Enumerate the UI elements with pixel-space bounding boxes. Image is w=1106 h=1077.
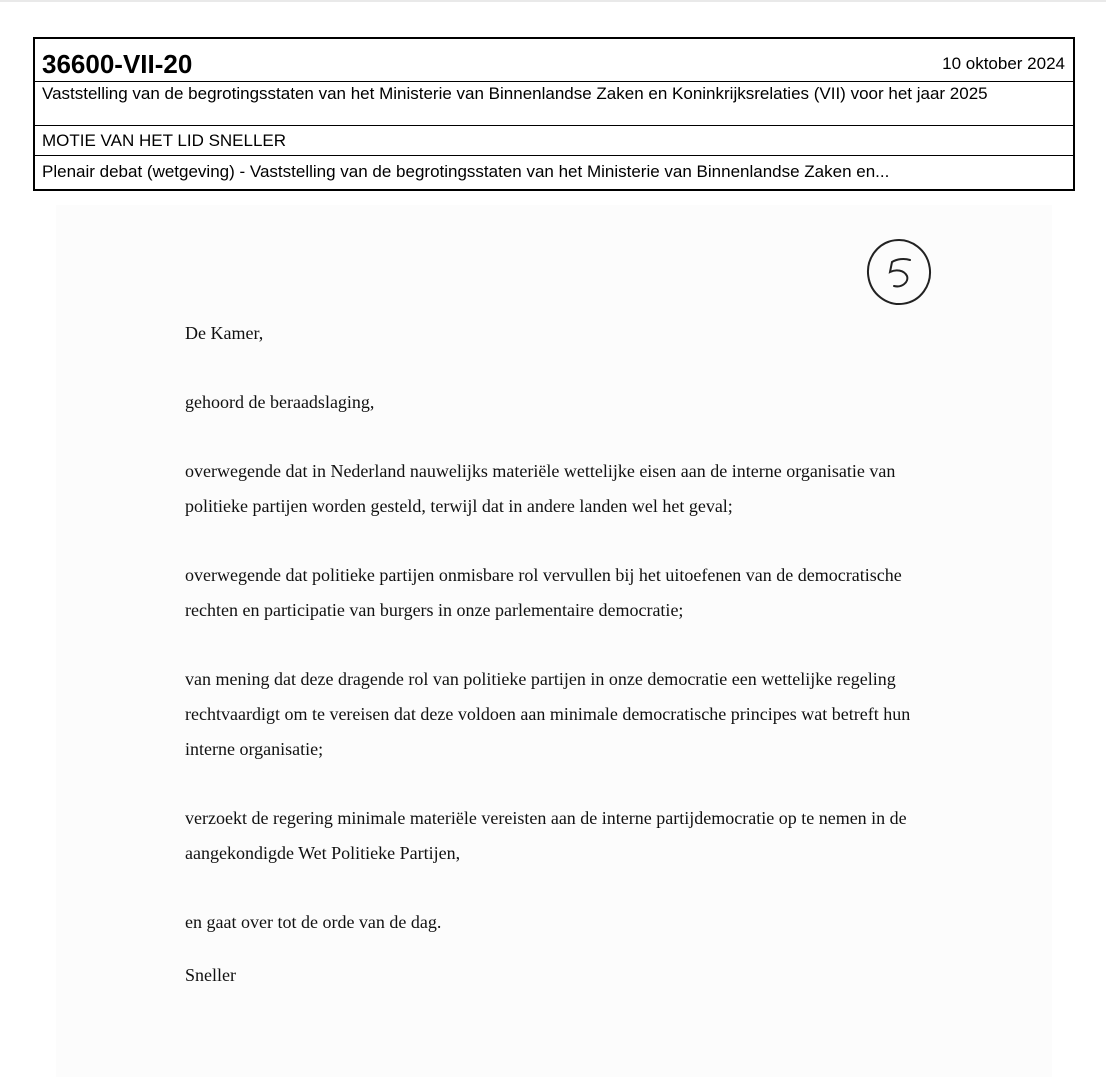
motion-body <box>185 316 925 1027</box>
motion-title: MOTIE VAN HET LID SNELLER <box>42 131 287 150</box>
heard-clause: gehoord de beraadslaging, <box>185 392 375 412</box>
salutation: De Kamer, <box>185 323 264 343</box>
considering-clause-1: overwegende dat in Nederland nauwelijks materiële wettelijke eisen aan de interne organisatie van politieke partijen worden gesteld, terwijl dat in andere landen wel het geval; <box>185 461 896 516</box>
considering-clause-2: overwegende dat politieke partijen onmisbare rol vervullen bij het uitoefenen van de democratische rechten en participatie van burgers in onze parlementaire democratie; <box>185 565 902 620</box>
document-date: 10 oktober 2024 <box>942 54 1065 73</box>
header-number-row <box>35 39 1073 82</box>
top-divider <box>0 0 1106 2</box>
opinion-clause: van mening dat deze dragende rol van politieke partijen in onze democratie een wettelijke regeling rechtvaardigt om te vereisen dat deze voldoen aan minimale democratische principes wat betreft hun interne organisatie; <box>185 669 911 759</box>
document-number: 36600-VII-20 <box>42 49 193 79</box>
header-debate-row <box>35 156 1073 189</box>
document-subject: Vaststelling van de begrotingsstaten van het Ministerie van Binnenlandse Zaken en Koninkrijksrelaties (VII) voor het jaar 2025 <box>42 84 988 103</box>
header-subject-row <box>35 82 1073 126</box>
signature: Sneller <box>185 965 236 985</box>
closing-clause: en gaat over tot de orde van de dag. <box>185 912 442 932</box>
document-header <box>33 37 1075 191</box>
header-title-row <box>35 126 1073 156</box>
handwritten-circled-number-icon <box>864 236 936 308</box>
debate-description: Plenair debat (wetgeving) - Vaststelling van de begrotingsstaten van het Ministerie van Binnenlandse Zaken en... <box>42 162 890 181</box>
request-clause: verzoekt de regering minimale materiële vereisten aan de interne partijdemocratie op te nemen in de aangekondigde Wet Politieke Partijen, <box>185 808 907 863</box>
